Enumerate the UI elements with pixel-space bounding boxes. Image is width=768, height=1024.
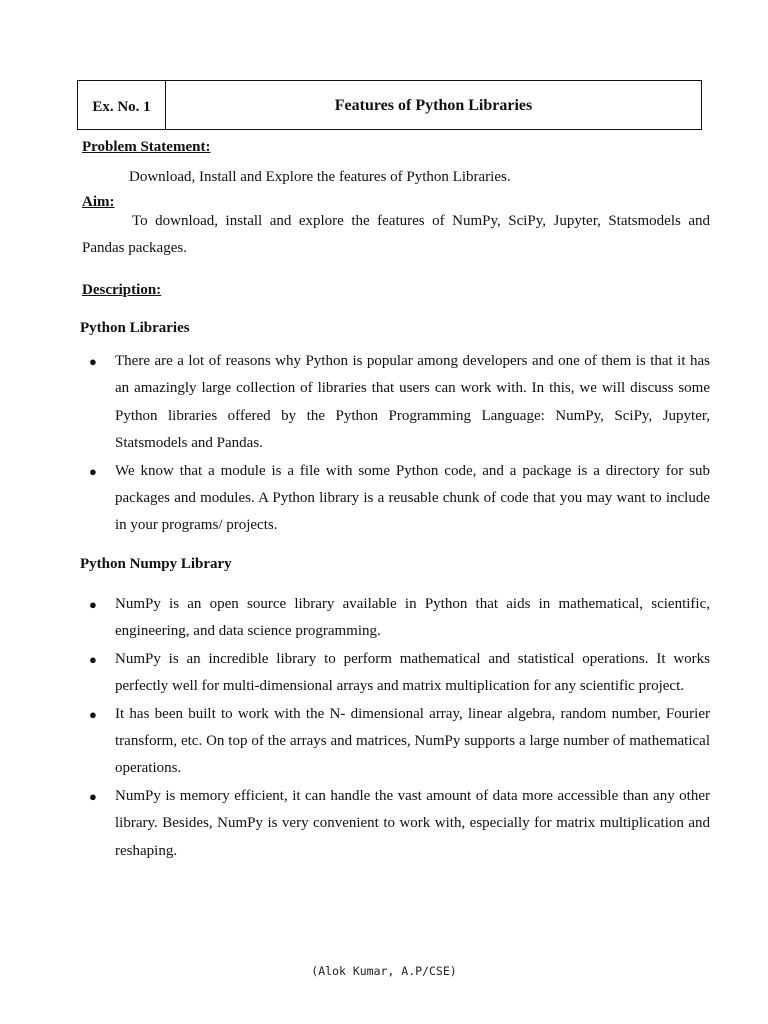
description-label: Description: <box>82 282 162 298</box>
python-libraries-list <box>80 348 710 540</box>
numpy-library-heading: Python Numpy Library <box>80 556 232 572</box>
bullet-icon: ● <box>89 463 97 479</box>
exercise-header-table <box>77 80 702 130</box>
bullet-icon: ● <box>89 651 97 667</box>
page-footer: (Alok Kumar, A.P/CSE) <box>311 964 457 978</box>
aim-text: To download, install and explore the features of NumPy, SciPy, Jupyter, Statsmodels and Pandas packages. <box>82 213 710 256</box>
list-item: ● There are a lot of reasons why Python is popular among developers and one of them is that it has an amazingly large collection of libraries that users can work with. In this, we will discuss some Python libraries offered by the Python Programming Language: NumPy, SciPy, Jupyter, Statsmodels and Pandas. <box>80 348 710 458</box>
problem-statement-text: Download, Install and Explore the features of Python Libraries. <box>129 169 511 185</box>
list-item: ● NumPy is memory efficient, it can handle the vast amount of data more accessible than any other library. Besides, NumPy is very convenient to work with, especially for matrix multiplication and reshaping. <box>80 783 710 865</box>
aim-label: Aim: <box>82 194 115 210</box>
list-item: ● It has been built to work with the N- dimensional array, linear algebra, random number, Fourier transform, etc. On top of the arrays and matrices, NumPy supports a large number of mathematical operations. <box>80 701 710 783</box>
exercise-title: Features of Python Libraries <box>334 97 533 114</box>
numpy-library-list <box>80 591 710 865</box>
bullet-icon: ● <box>89 706 97 722</box>
list-item: ● NumPy is an incredible library to perform mathematical and statistical operations. It works perfectly well for multi-dimensional arrays and matrix multiplication for any scientific project. <box>80 646 710 701</box>
python-libraries-heading: Python Libraries <box>80 320 190 336</box>
bullet-icon: ● <box>89 597 97 612</box>
exercise-number: Ex. No. 1 <box>78 81 166 129</box>
problem-statement-label: Problem Statement: <box>82 139 211 155</box>
list-item: ● We know that a module is a file with some Python code, and a package is a directory for sub packages and modules. A Python library is a reusable chunk of code that you may want to include in your programs/ projects. <box>80 458 710 540</box>
list-item: ● NumPy is an open source library available in Python that aids in mathematical, scientific, engineering, and data science programming. <box>80 591 710 646</box>
bullet-icon: ● <box>89 354 97 369</box>
bullet-icon: ● <box>89 788 97 804</box>
